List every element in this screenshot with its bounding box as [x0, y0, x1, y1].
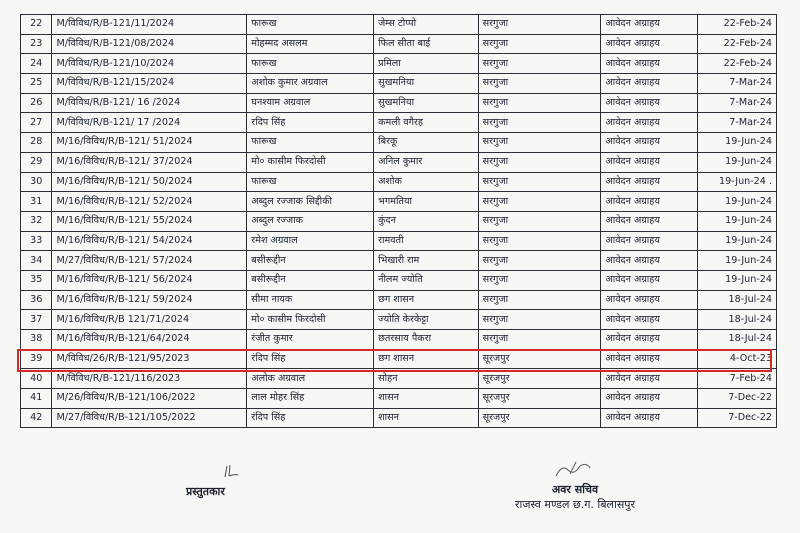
serial-number-cell: 39 — [21, 349, 52, 369]
initials-signature-icon — [222, 462, 242, 480]
district-cell: सरगुजा — [478, 93, 601, 113]
date-cell: 7-Dec-22 — [697, 408, 776, 428]
date-cell: 19-Jun-24 — [697, 251, 776, 271]
status-cell: आवेदन अग्राहय — [601, 15, 697, 35]
applicant-name-cell: रदिप सिंह — [247, 113, 374, 133]
status-cell: आवेदन अग्राहय — [601, 290, 697, 310]
table-row — [21, 270, 777, 290]
applicant-name-cell: अलोक अग्रवाल — [247, 369, 374, 389]
serial-number-cell: 33 — [21, 231, 52, 251]
district-cell: सरगुजा — [478, 74, 601, 94]
table-row — [21, 330, 777, 350]
applicant-name-cell: रंजीत कुमार — [247, 330, 374, 350]
table-row — [21, 251, 777, 271]
district-cell: सरगुजा — [478, 133, 601, 153]
case-number-cell: M/विविध/R/B-121/11/2024 — [52, 15, 247, 35]
applicant-name-cell: फारूख — [247, 15, 374, 35]
status-cell: आवेदन अग्राहय — [601, 74, 697, 94]
district-cell: सरगुजा — [478, 251, 601, 271]
table-row — [21, 310, 777, 330]
district-cell: सरगुजा — [478, 54, 601, 74]
respondent-name-cell: छग शासन — [374, 290, 479, 310]
applicant-name-cell: फारूख — [247, 172, 374, 192]
table-row — [21, 172, 777, 192]
respondent-name-cell: प्रमिला — [374, 54, 479, 74]
table-row — [21, 369, 777, 389]
date-cell: 19-Jun-24 — [697, 192, 776, 212]
table-row — [21, 349, 777, 369]
case-number-cell: M/26/विविध/R/B-121/106/2022 — [52, 389, 247, 409]
table-row — [21, 93, 777, 113]
serial-number-cell: 26 — [21, 93, 52, 113]
serial-number-cell: 28 — [21, 133, 52, 153]
date-cell: 7-Dec-22 — [697, 389, 776, 409]
respondent-name-cell: जेम्स टोप्पो — [374, 15, 479, 35]
district-cell: सरगुजा — [478, 34, 601, 54]
district-cell: सरगुजा — [478, 211, 601, 231]
date-cell: 22-Feb-24 — [697, 34, 776, 54]
serial-number-cell: 27 — [21, 113, 52, 133]
status-cell: आवेदन अग्राहय — [601, 349, 697, 369]
date-cell: 19-Jun-24 . — [697, 172, 776, 192]
case-number-cell: M/विविध/R/B-121/10/2024 — [52, 54, 247, 74]
case-number-cell: M/16/विविध/R/B-121/ 37/2024 — [52, 152, 247, 172]
status-cell: आवेदन अग्राहय — [601, 389, 697, 409]
applicant-name-cell: रंदिप सिंह — [247, 408, 374, 428]
applicant-name-cell: रमेश अग्रवाल — [247, 231, 374, 251]
table-row — [21, 211, 777, 231]
status-cell: आवेदन अग्राहय — [601, 251, 697, 271]
presenter-label: प्रस्तुतकार — [186, 485, 225, 498]
table-row — [21, 152, 777, 172]
table-row — [21, 389, 777, 409]
table-row — [21, 54, 777, 74]
applicant-name-cell: फारूख — [247, 54, 374, 74]
table-row — [21, 231, 777, 251]
applicant-name-cell: घनश्याम अग्रवाल — [247, 93, 374, 113]
case-number-cell: M/विविध/R/B-121/ 16 /2024 — [52, 93, 247, 113]
applicant-name-cell: फारूख — [247, 133, 374, 153]
case-number-cell: M/16/विविध/R/B 121/71/2024 — [52, 310, 247, 330]
respondent-name-cell: रामवती — [374, 231, 479, 251]
respondent-name-cell: ज्योति केरकेट्टा — [374, 310, 479, 330]
district-cell: सरगुजा — [478, 192, 601, 212]
date-cell: 19-Jun-24 — [697, 152, 776, 172]
district-cell: सरगुजा — [478, 113, 601, 133]
status-cell: आवेदन अग्राहय — [601, 270, 697, 290]
respondent-name-cell: शासन — [374, 408, 479, 428]
case-number-cell: M/16/विविध/R/B-121/64/2024 — [52, 330, 247, 350]
case-number-cell: M/16/विविध/R/B-121/ 55/2024 — [52, 211, 247, 231]
serial-number-cell: 32 — [21, 211, 52, 231]
date-cell: 19-Jun-24 — [697, 211, 776, 231]
respondent-name-cell: भगमतिया — [374, 192, 479, 212]
respondent-name-cell: अशोक — [374, 172, 479, 192]
respondent-name-cell: शासन — [374, 389, 479, 409]
table-row — [21, 34, 777, 54]
serial-number-cell: 30 — [21, 172, 52, 192]
applicant-name-cell: बसीरूद्दीन — [247, 251, 374, 271]
date-cell: 7-Mar-24 — [697, 113, 776, 133]
status-cell: आवेदन अग्राहय — [601, 54, 697, 74]
date-cell: 19-Jun-24 — [697, 133, 776, 153]
applicant-name-cell: मो० कासीम फिरदोसी — [247, 310, 374, 330]
case-number-cell: M/16/विविध/R/B-121/ 52/2024 — [52, 192, 247, 212]
district-cell: सूरजपुर — [478, 408, 601, 428]
respondent-name-cell: नीलम ज्योति — [374, 270, 479, 290]
case-number-cell: M/विविध/R/B-121/08/2024 — [52, 34, 247, 54]
serial-number-cell: 34 — [21, 251, 52, 271]
applicant-name-cell: बसीरूद्दीन — [247, 270, 374, 290]
district-cell: सरगुजा — [478, 172, 601, 192]
serial-number-cell: 24 — [21, 54, 52, 74]
table-row — [21, 408, 777, 428]
district-cell: सरगुजा — [478, 15, 601, 35]
applicant-name-cell: रंदिप सिंह — [247, 349, 374, 369]
status-cell: आवेदन अग्राहय — [601, 231, 697, 251]
status-cell: आवेदन अग्राहय — [601, 133, 697, 153]
respondent-name-cell: सुखमनिया — [374, 93, 479, 113]
case-number-cell: M/16/विविध/R/B-121/ 51/2024 — [52, 133, 247, 153]
case-number-cell: M/16/विविध/R/B-121/ 54/2024 — [52, 231, 247, 251]
date-cell: 22-Feb-24 — [697, 54, 776, 74]
status-cell: आवेदन अग्राहय — [601, 172, 697, 192]
date-cell: 7-Mar-24 — [697, 74, 776, 94]
date-cell: 7-Mar-24 — [697, 93, 776, 113]
case-register-table — [20, 14, 777, 428]
date-cell: 18-Jul-24 — [697, 290, 776, 310]
serial-number-cell: 36 — [21, 290, 52, 310]
table-row — [21, 113, 777, 133]
respondent-name-cell: छग शासन — [374, 349, 479, 369]
applicant-name-cell: मो० कासीम फिरदोसी — [247, 152, 374, 172]
respondent-name-cell: सुखमनिया — [374, 74, 479, 94]
district-cell: सरगुजा — [478, 231, 601, 251]
case-number-cell: M/16/विविध/R/B-121/ 59/2024 — [52, 290, 247, 310]
district-cell: सूरजपुर — [478, 369, 601, 389]
case-number-cell: M/विविध/R/B-121/15/2024 — [52, 74, 247, 94]
applicant-name-cell: मोहम्मद असलम — [247, 34, 374, 54]
status-cell: आवेदन अग्राहय — [601, 310, 697, 330]
status-cell: आवेदन अग्राहय — [601, 152, 697, 172]
case-number-cell: M/27/विविध/R/B-121/105/2022 — [52, 408, 247, 428]
district-cell: सूरजपुर — [478, 389, 601, 409]
applicant-name-cell: अब्दुल रज्जाक — [247, 211, 374, 231]
district-cell: सरगुजा — [478, 330, 601, 350]
case-number-cell: M/विविध/R/B-121/ 17 /2024 — [52, 113, 247, 133]
respondent-name-cell: कमली वगैरह — [374, 113, 479, 133]
district-cell: सरगुजा — [478, 290, 601, 310]
date-cell: 18-Jul-24 — [697, 310, 776, 330]
district-cell: सरगुजा — [478, 310, 601, 330]
district-cell: सरगुजा — [478, 152, 601, 172]
applicant-name-cell: लाल मोहर सिंह — [247, 389, 374, 409]
office-label: राजस्व मण्डल छ.ग. बिलासपुर — [514, 498, 636, 511]
status-cell: आवेदन अग्राहय — [601, 330, 697, 350]
applicant-name-cell: अब्दुल रज्जाक सिद्दीकी — [247, 192, 374, 212]
signatory-block — [480, 482, 670, 512]
table-row — [21, 74, 777, 94]
case-number-cell: M/विविध/26/R/B-121/95/2023 — [52, 349, 247, 369]
applicant-name-cell: सीमा नायक — [247, 290, 374, 310]
status-cell: आवेदन अग्राहय — [601, 211, 697, 231]
serial-number-cell: 23 — [21, 34, 52, 54]
table-row — [21, 290, 777, 310]
serial-number-cell: 40 — [21, 369, 52, 389]
respondent-name-cell: फिल सीता बाई — [374, 34, 479, 54]
date-cell: 7-Feb-24 — [697, 369, 776, 389]
respondent-name-cell: सोहन — [374, 369, 479, 389]
serial-number-cell: 25 — [21, 74, 52, 94]
respondent-name-cell: अनिल कुमार — [374, 152, 479, 172]
case-number-cell: M/16/विविध/R/B-121/ 50/2024 — [52, 172, 247, 192]
respondent-name-cell: बिरकू — [374, 133, 479, 153]
district-cell: सरगुजा — [478, 270, 601, 290]
status-cell: आवेदन अग्राहय — [601, 34, 697, 54]
serial-number-cell: 38 — [21, 330, 52, 350]
date-cell: 19-Jun-24 — [697, 270, 776, 290]
status-cell: आवेदन अग्राहय — [601, 408, 697, 428]
respondent-name-cell: कुंदन — [374, 211, 479, 231]
serial-number-cell: 41 — [21, 389, 52, 409]
status-cell: आवेदन अग्राहय — [601, 93, 697, 113]
respondent-name-cell: छतरसाय पैकरा — [374, 330, 479, 350]
status-cell: आवेदन अग्राहय — [601, 369, 697, 389]
date-cell: 4-Oct-23 — [697, 349, 776, 369]
case-number-cell: M/27/विविध/R/B-121/ 57/2024 — [52, 251, 247, 271]
respondent-name-cell: भिखारी राम — [374, 251, 479, 271]
date-cell: 22-Feb-24 — [697, 15, 776, 35]
serial-number-cell: 29 — [21, 152, 52, 172]
district-cell: सूरजपुर — [478, 349, 601, 369]
serial-number-cell: 22 — [21, 15, 52, 35]
case-number-cell: M/16/विविध/R/B-121/ 56/2024 — [52, 270, 247, 290]
date-cell: 18-Jul-24 — [697, 330, 776, 350]
serial-number-cell: 37 — [21, 310, 52, 330]
case-number-cell: M/विविध/R/B-121/116/2023 — [52, 369, 247, 389]
applicant-name-cell: अशोक कुमार अग्रवाल — [247, 74, 374, 94]
status-cell: आवेदन अग्राहय — [601, 113, 697, 133]
secretary-signature-icon — [550, 458, 596, 480]
table-row — [21, 15, 777, 35]
serial-number-cell: 31 — [21, 192, 52, 212]
serial-number-cell: 35 — [21, 270, 52, 290]
table-body — [21, 15, 777, 428]
table-row — [21, 133, 777, 153]
table-row — [21, 192, 777, 212]
serial-number-cell: 42 — [21, 408, 52, 428]
date-cell: 19-Jun-24 — [697, 231, 776, 251]
designation-label: अवर सचिव — [551, 483, 599, 496]
status-cell: आवेदन अग्राहय — [601, 192, 697, 212]
